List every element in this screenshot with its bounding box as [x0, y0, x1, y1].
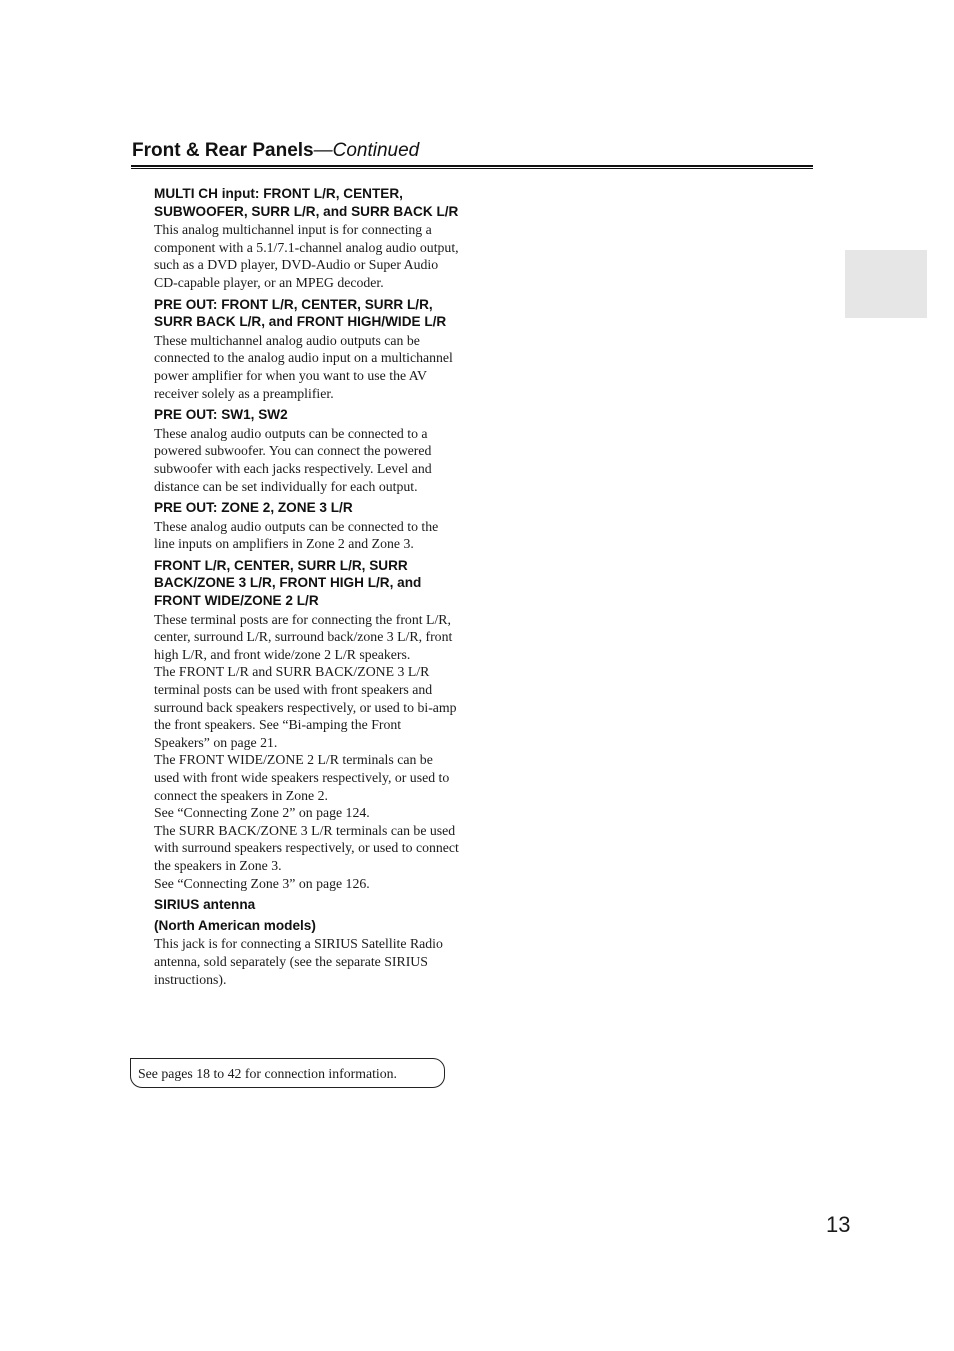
section-pre-out-zone	[154, 499, 460, 553]
section-paragraph: See “Connecting Zone 3” on page 126.	[154, 875, 370, 891]
section-heading: MULTI CH input: FRONT L/R, CENTER, SUBWOOFER, SURR L/R, and SURR BACK L/R	[154, 186, 459, 219]
content-column	[154, 185, 460, 992]
section-heading: PRE OUT: SW1, SW2	[154, 407, 288, 423]
section-subheading: (North American models)	[154, 917, 316, 933]
section-paragraph: These multichannel analog audio outputs can be connected to the analog audio input on a multichannel power amplifier for when you want to use the AV receiver solely as a preamplifier.	[154, 332, 453, 401]
header-rule	[131, 165, 813, 169]
section-heading: FRONT L/R, CENTER, SURR L/R, SURR BACK/ZONE 3 L/R, FRONT HIGH L/R, and FRONT WIDE/ZONE 2 L/R	[154, 557, 422, 609]
section-paragraph: This analog multichannel input is for connecting a component with a 5.1/7.1-channel analog audio output, such as a DVD player, DVD-Audio or Super Audio CD-capable player, or an MPEG decoder.	[154, 222, 459, 290]
section-paragraph: These analog audio outputs can be connected to a powered subwoofer. You can connect the powered subwoofer with each jacks respectively. Level and distance can be set individually for each output.	[154, 425, 432, 494]
section-pre-out-front	[154, 296, 460, 403]
section-heading: SIRIUS antenna	[154, 897, 256, 913]
section-heading: PRE OUT: FRONT L/R, CENTER, SURR L/R, SURR BACK L/R, and FRONT HIGH/WIDE L/R	[154, 296, 447, 330]
section-paragraph: The FRONT L/R and SURR BACK/ZONE 3 L/R terminal posts can be used with front speakers and surround back speakers respectively, or used to bi-amp the front speakers. See “Bi-amping the Front Speakers” on page 21.	[154, 664, 457, 750]
section-paragraph: The SURR BACK/ZONE 3 L/R terminals can be used with surround speakers respectively, or used to connect the speakers in Zone 3.	[154, 822, 459, 873]
section-title: Front & Rear Panels	[132, 140, 314, 161]
page-number: 13	[826, 1212, 851, 1237]
page-header	[132, 139, 813, 163]
section-speaker-terminals	[154, 557, 460, 892]
connection-note: See pages 18 to 42 for connection information.	[130, 1058, 445, 1088]
section-paragraph: These terminal posts are for connecting the front L/R, center, surround L/R, surround back/zone 3 L/R, front high L/R, and front wide/zone 2 L/R speakers.	[154, 611, 453, 662]
section-multi-ch-input	[154, 185, 460, 292]
chapter-tab	[845, 250, 927, 318]
continued-label: —Continued	[313, 140, 420, 161]
section-paragraph: These analog audio outputs can be connected to the line inputs on amplifiers in Zone 2 and Zone 3.	[154, 518, 439, 552]
section-paragraph: See “Connecting Zone 2” on page 124.	[154, 805, 370, 821]
section-pre-out-sw	[154, 406, 460, 495]
section-paragraph: This jack is for connecting a SIRIUS Satellite Radio antenna, sold separately (see the separate SIRIUS instructions).	[154, 936, 443, 987]
section-sirius-antenna	[154, 896, 460, 988]
section-heading: PRE OUT: ZONE 2, ZONE 3 L/R	[154, 500, 353, 516]
section-paragraph: The FRONT WIDE/ZONE 2 L/R terminals can be used with front wide speakers respectively, or used to connect the speakers in Zone 2.	[154, 752, 450, 803]
